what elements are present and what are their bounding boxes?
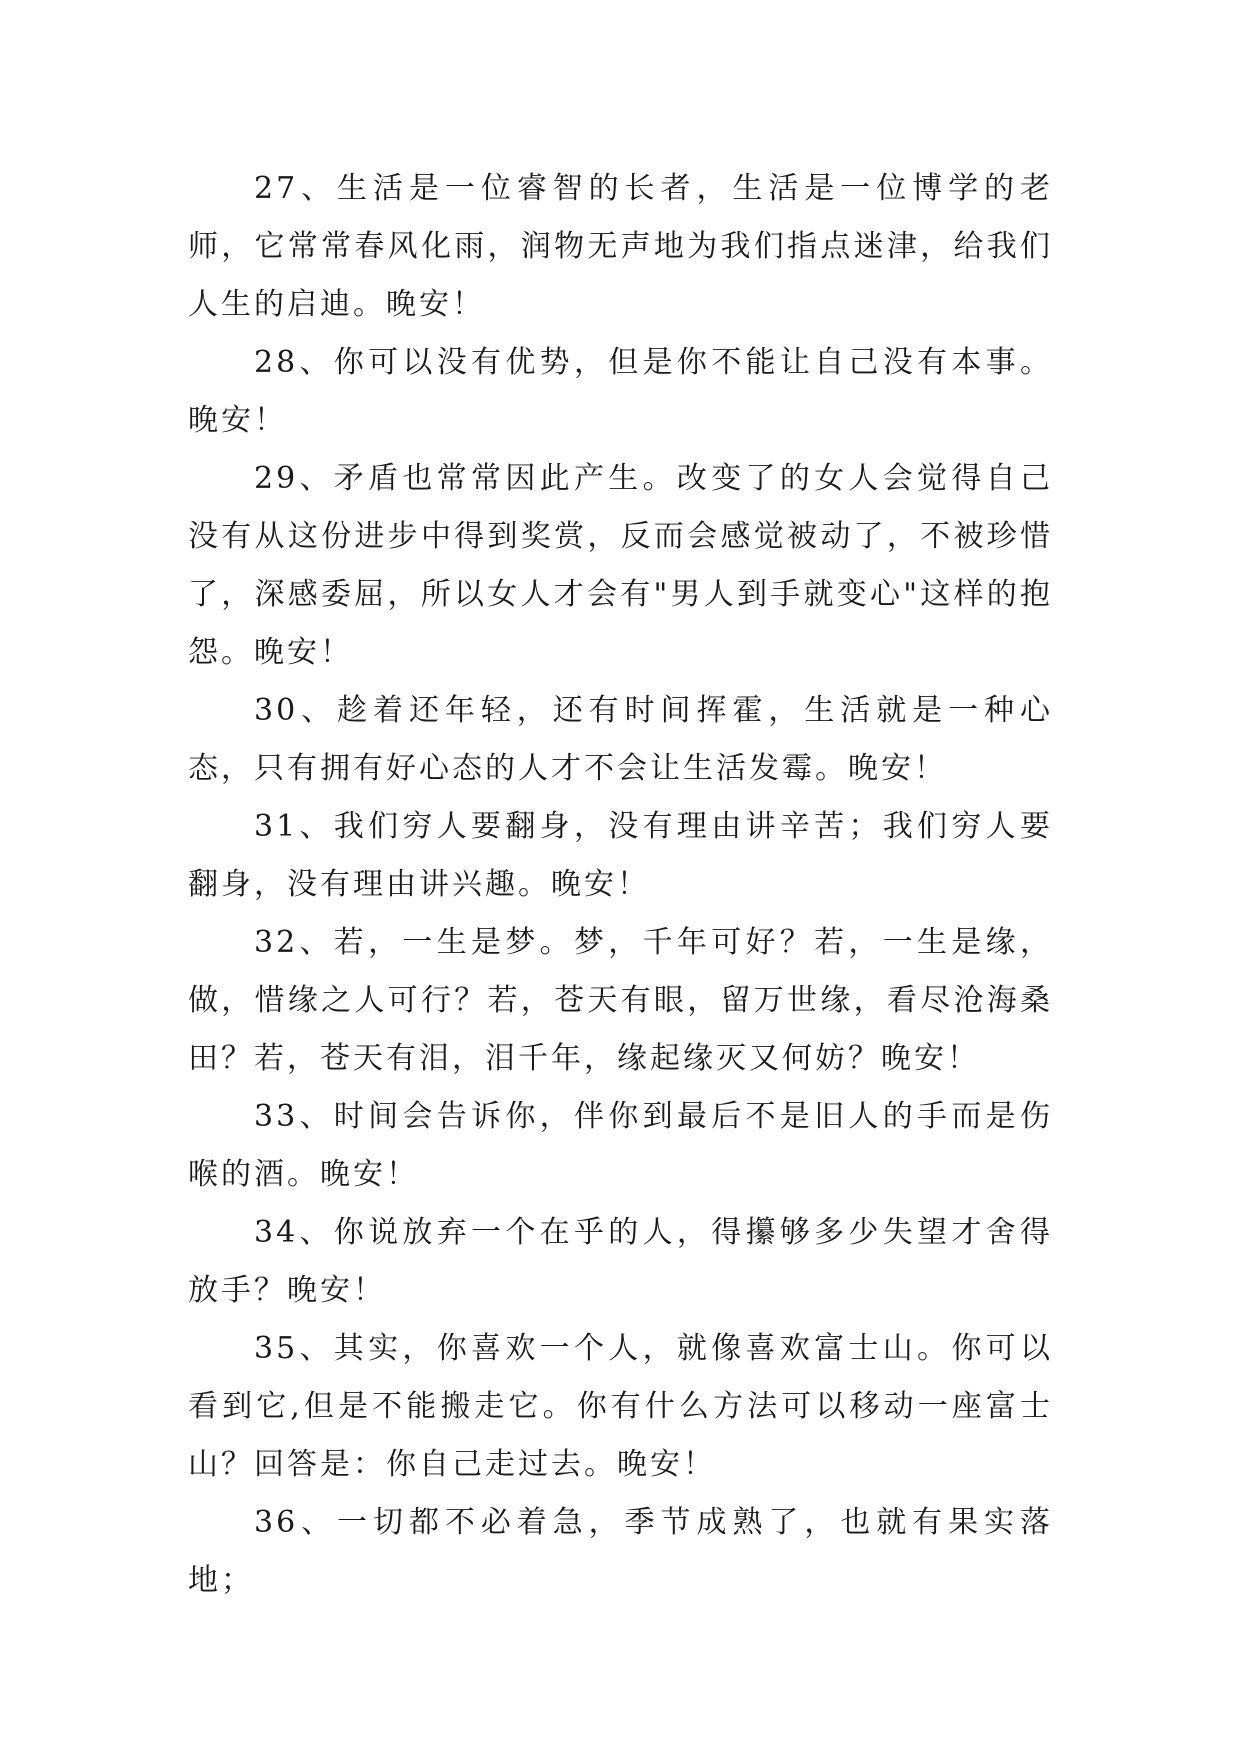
paragraph-33: 33、时间会告诉你，伴你到最后不是旧人的手而是伤喉的酒。晚安！ <box>188 1099 1053 1192</box>
paragraph-34: 34、你说放弃一个在乎的人，得攥够多少失望才舍得放手？晚安！ <box>188 1215 1053 1308</box>
paragraph-35: 35、其实，你喜欢一个人，就像喜欢富士山。你可以看到它,但是不能搬走它。你有什么方法可以移动一座富士山？回答是：你自己走过去。晚安！ <box>188 1331 1053 1482</box>
paragraph-30: 30、趁着还年轻，还有时间挥霍，生活就是一种心态，只有拥有好心态的人才不会让生活发霉。晚安！ <box>188 693 1053 786</box>
paragraph-28: 28、你可以没有优势，但是你不能让自己没有本事。晚安！ <box>188 345 1053 438</box>
paragraph-31: 31、我们穷人要翻身，没有理由讲辛苦；我们穷人要翻身，没有理由讲兴趣。晚安！ <box>188 809 1053 902</box>
paragraph-32: 32、若，一生是梦。梦，千年可好？若，一生是缘，做，惜缘之人可行？若，苍天有眼，留万世缘，看尽沧海桑田？若，苍天有泪，泪千年，缘起缘灭又何妨？晚安！ <box>188 925 1053 1076</box>
paragraph-36: 36、一切都不必着急，季节成熟了，也就有果实落地； <box>188 1505 1053 1598</box>
paragraph-27: 27、生活是一位睿智的长者，生活是一位博学的老师，它常常春风化雨，润物无声地为我们指点迷津，给我们人生的启迪。晚安！ <box>188 171 1053 322</box>
document-body <box>188 160 1053 1610</box>
paragraph-29: 29、矛盾也常常因此产生。改变了的女人会觉得自己没有从这份进步中得到奖赏，反而会感觉被动了，不被珍惜了，深感委屈，所以女人才会有"男人到手就变心"这样的抱怨。晚安！ <box>188 461 1053 670</box>
